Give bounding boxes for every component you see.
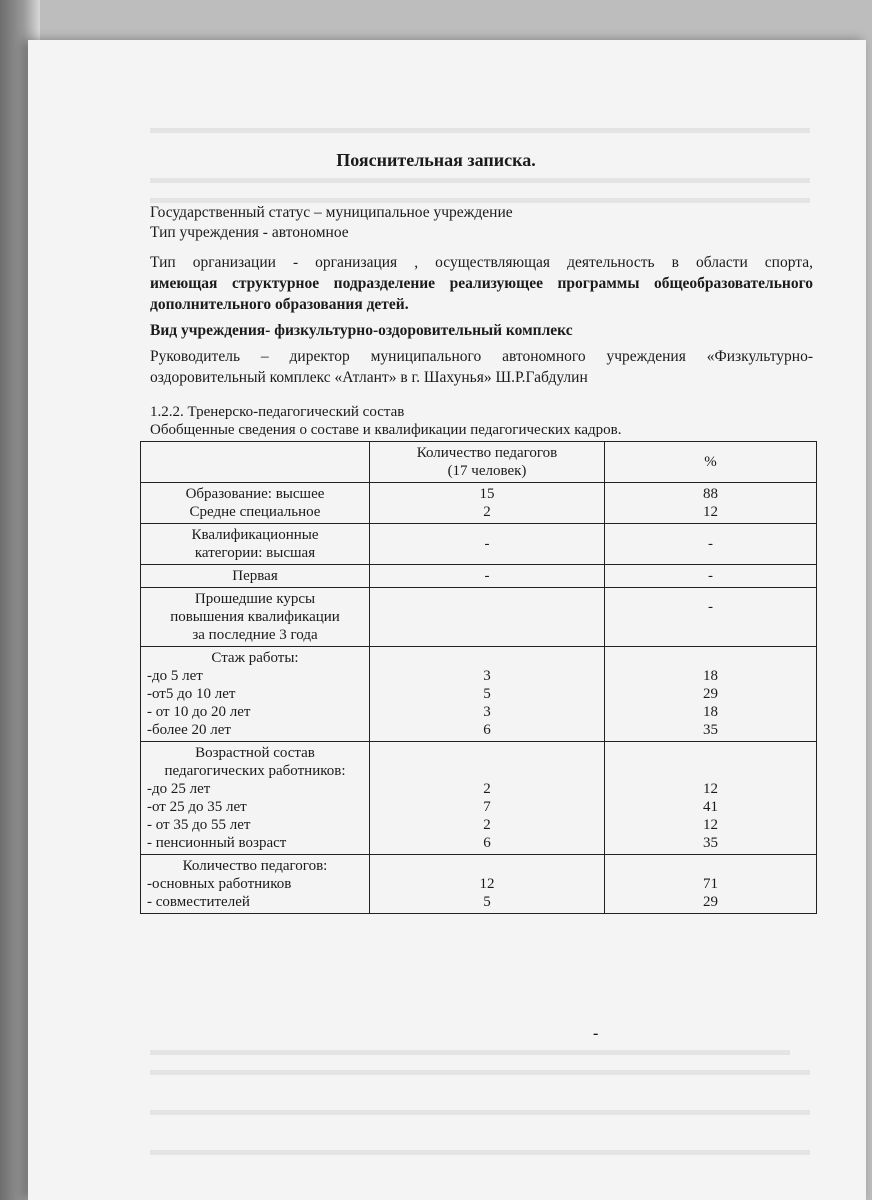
page-title: Пояснительная записка. <box>336 150 536 170</box>
row-percent <box>605 483 817 524</box>
age-c3: 2 <box>483 817 491 833</box>
footer-mark: - <box>593 1025 599 1042</box>
education-label-1: Образование: высшее <box>185 486 325 502</box>
table-row-qualification <box>141 524 817 565</box>
bleed-through <box>150 128 810 133</box>
row-percent <box>605 742 817 855</box>
age-p4: 35 <box>703 835 718 851</box>
row-label <box>141 588 370 647</box>
bleed-through <box>150 1150 810 1155</box>
row-count <box>370 483 605 524</box>
experience-p4: 35 <box>703 722 718 738</box>
row-label <box>141 647 370 742</box>
education-pct-1: 88 <box>703 486 718 502</box>
row-count <box>370 647 605 742</box>
experience-r3: - от 10 до 20 лет <box>147 704 251 720</box>
experience-c2: 5 <box>483 686 491 702</box>
row-count <box>370 588 605 647</box>
age-p2: 41 <box>703 799 718 815</box>
age-p3: 12 <box>703 817 718 833</box>
bleed-through <box>150 1050 790 1055</box>
education-count-1: 15 <box>479 486 495 502</box>
row-label <box>141 742 370 855</box>
row-label <box>141 565 370 588</box>
education-label-2: Средне специальное <box>189 504 321 520</box>
education-count-2: 2 <box>483 504 491 520</box>
type-line: Тип учреждения - автономное <box>150 224 349 241</box>
row-label <box>141 524 370 565</box>
age-p1: 12 <box>703 781 718 797</box>
bleed-through <box>150 1110 810 1115</box>
kind-line: Вид учреждения- физкультурно-оздоровительный комплекс <box>150 322 573 339</box>
head-line-1: Руководитель – директор муниципального автономного учреждения «Физкультурно- <box>150 348 813 365</box>
row-label <box>141 855 370 914</box>
experience-r2: -от5 до 10 лет <box>147 686 236 702</box>
education-pct-2: 12 <box>703 504 718 520</box>
staff-c1: 12 <box>479 876 495 892</box>
staff-table <box>140 441 817 914</box>
experience-label: Стаж работы: <box>211 650 299 666</box>
experience-r1: -до 5 лет <box>147 668 203 684</box>
age-c4: 6 <box>483 835 491 851</box>
header-count-sub: (17 человек) <box>447 463 527 479</box>
org-line-2: имеющая структурное подразделение реализующее программы общеобразовательного <box>150 275 813 292</box>
row-percent <box>605 855 817 914</box>
row-label <box>141 483 370 524</box>
staff-label: Количество педагогов: <box>182 858 328 874</box>
row-percent: - <box>605 565 817 588</box>
org-line-1: Тип организации - организация , осуществляющая деятельность в области спорта, <box>150 254 813 271</box>
table-row-first <box>141 565 817 588</box>
row-percent: - <box>605 588 817 647</box>
status-line: Государственный статус – муниципальное учреждение <box>150 204 513 221</box>
row-percent <box>605 647 817 742</box>
experience-p2: 29 <box>703 686 718 702</box>
head-line-2: оздоровительный комплекс «Атлант» в г. Шахунья» Ш.Р.Габдулин <box>150 369 588 386</box>
bleed-through <box>150 178 810 183</box>
first-label: Первая <box>232 568 278 584</box>
table-header-row <box>141 442 817 483</box>
row-count: - <box>370 524 605 565</box>
age-c2: 7 <box>483 799 491 815</box>
courses-label-2: повышения квалификации <box>170 609 340 625</box>
section-heading: 1.2.2. Тренерско-педагогический состав <box>150 404 405 420</box>
bleed-through <box>150 1070 810 1075</box>
age-label-2: педагогических работников: <box>164 763 346 779</box>
header-count <box>370 442 605 483</box>
org-line-3: дополнительного образования детей. <box>150 296 409 313</box>
age-c1: 2 <box>483 781 491 797</box>
table-row-experience <box>141 647 817 742</box>
header-empty <box>141 442 370 483</box>
row-percent: - <box>605 524 817 565</box>
age-r1: -до 25 лет <box>147 781 211 797</box>
header-count-label: Количество педагогов <box>416 445 558 461</box>
age-r4: - пенсионный возраст <box>147 835 287 851</box>
experience-c1: 3 <box>483 668 491 684</box>
table-row-age <box>141 742 817 855</box>
table-caption: Обобщенные сведения о составе и квалификации педагогических кадров. <box>150 422 622 438</box>
qual-label-1: Квалификационные <box>191 527 319 543</box>
table-row-courses <box>141 588 817 647</box>
experience-c4: 6 <box>483 722 491 738</box>
experience-p1: 18 <box>703 668 718 684</box>
courses-label-3: за последние 3 года <box>192 627 318 643</box>
table-row-education <box>141 483 817 524</box>
staff-p1: 71 <box>703 876 718 892</box>
staff-p2: 29 <box>703 894 718 910</box>
experience-r4: -более 20 лет <box>147 722 231 738</box>
age-r3: - от 35 до 55 лет <box>147 817 251 833</box>
row-count <box>370 855 605 914</box>
courses-label-1: Прошедшие курсы <box>194 591 316 607</box>
experience-c3: 3 <box>483 704 491 720</box>
row-count <box>370 742 605 855</box>
age-label-1: Возрастной состав <box>195 745 315 761</box>
qual-label-2: категории: высшая <box>194 545 316 561</box>
experience-p3: 18 <box>703 704 718 720</box>
staff-r2: - совместителей <box>147 894 250 910</box>
age-r2: -от 25 до 35 лет <box>147 799 247 815</box>
staff-c2: 5 <box>483 894 491 910</box>
header-percent: % <box>605 442 817 483</box>
staff-r1: -основных работников <box>147 876 292 892</box>
table-row-staff <box>141 855 817 914</box>
row-count: - <box>370 565 605 588</box>
